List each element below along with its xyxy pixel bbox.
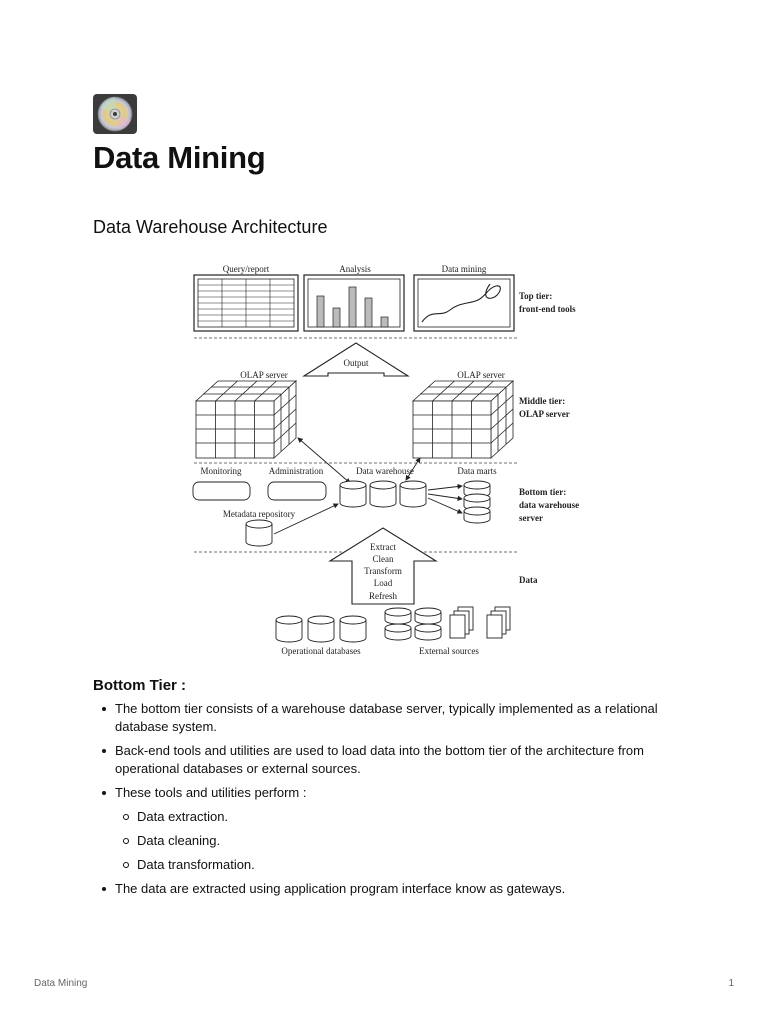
bottom-tier-label-line3: server	[519, 513, 543, 523]
footer-document-title: Data Mining	[34, 978, 88, 989]
middle-tier-label-line1: Middle tier:	[519, 396, 566, 406]
section-heading: Data Warehouse Architecture	[93, 217, 328, 237]
sub-list-item: Data transformation.	[115, 856, 693, 874]
tool-functions-sublist	[115, 808, 693, 874]
list-item	[93, 784, 693, 874]
sub-list-item: Data extraction.	[115, 808, 693, 826]
etl-step-clean: Clean	[372, 554, 394, 564]
output-label: Output	[343, 358, 369, 368]
bullet-text: These tools and utilities perform :	[115, 785, 307, 800]
footer-page-number: 1	[728, 978, 734, 989]
list-item	[93, 880, 693, 898]
data-warehouse-label: Data warehouse	[356, 466, 414, 476]
data-tier-label: Data	[519, 575, 538, 585]
administration-label: Administration	[268, 466, 324, 476]
bullet-text: The data are extracted using application program interface know as gateways.	[115, 881, 566, 896]
administration-box	[268, 482, 326, 500]
list-item	[93, 700, 693, 736]
disc-icon	[93, 94, 137, 134]
top-tier-label-line2: front-end tools	[519, 304, 576, 314]
data-marts-cylinders	[464, 481, 490, 523]
middle-tier-label-line2: OLAP server	[519, 409, 570, 419]
data-mining-curve-icon	[414, 275, 514, 331]
data-warehouse-cylinders	[340, 481, 426, 507]
etl-step-load: Load	[373, 578, 393, 588]
operational-database-cylinders	[276, 616, 366, 642]
analysis-bar-chart-icon	[304, 275, 404, 331]
external-sources-label: External sources	[419, 646, 479, 656]
bullet-text: The bottom tier consists of a warehouse database server, typically implemented as a relational database system.	[115, 701, 658, 734]
etl-step-extract: Extract	[370, 542, 396, 552]
etl-step-refresh: Refresh	[369, 591, 397, 601]
query-report-label: Query/report	[222, 264, 270, 274]
olap-cube-right	[413, 381, 513, 458]
page-title: Data Mining	[93, 140, 266, 175]
external-source-documents	[450, 607, 510, 638]
metadata-repository-label: Metadata repository	[222, 509, 296, 519]
list-item	[93, 742, 693, 778]
olap-server-right-label: OLAP server	[457, 370, 505, 380]
data-mining-label: Data mining	[441, 264, 487, 274]
data-marts-label: Data marts	[457, 466, 497, 476]
sub-list-item: Data cleaning.	[115, 832, 693, 850]
monitoring-box	[193, 482, 250, 500]
query-report-table-icon	[194, 275, 298, 331]
bottom-tier-label-line2: data warehouse	[519, 500, 580, 510]
operational-databases-label: Operational databases	[281, 646, 361, 656]
bullet-text: Back-end tools and utilities are used to load data into the bottom tier of the architecture from operational databases or external sources.	[115, 743, 644, 776]
olap-server-left-label: OLAP server	[240, 370, 288, 380]
etl-step-transform: Transform	[364, 566, 402, 576]
top-tier-label-line1: Top tier:	[519, 291, 553, 301]
bottom-tier-heading: Bottom Tier :	[93, 677, 187, 694]
monitoring-label: Monitoring	[200, 466, 242, 476]
bottom-tier-bullet-list	[93, 700, 693, 904]
external-source-cylinders	[385, 608, 441, 640]
data-warehouse-architecture-diagram	[188, 258, 588, 660]
olap-cube-left	[196, 381, 296, 458]
metadata-repository-cylinder	[246, 520, 272, 546]
bottom-tier-label-line1: Bottom tier:	[519, 487, 567, 497]
analysis-label: Analysis	[339, 264, 371, 274]
